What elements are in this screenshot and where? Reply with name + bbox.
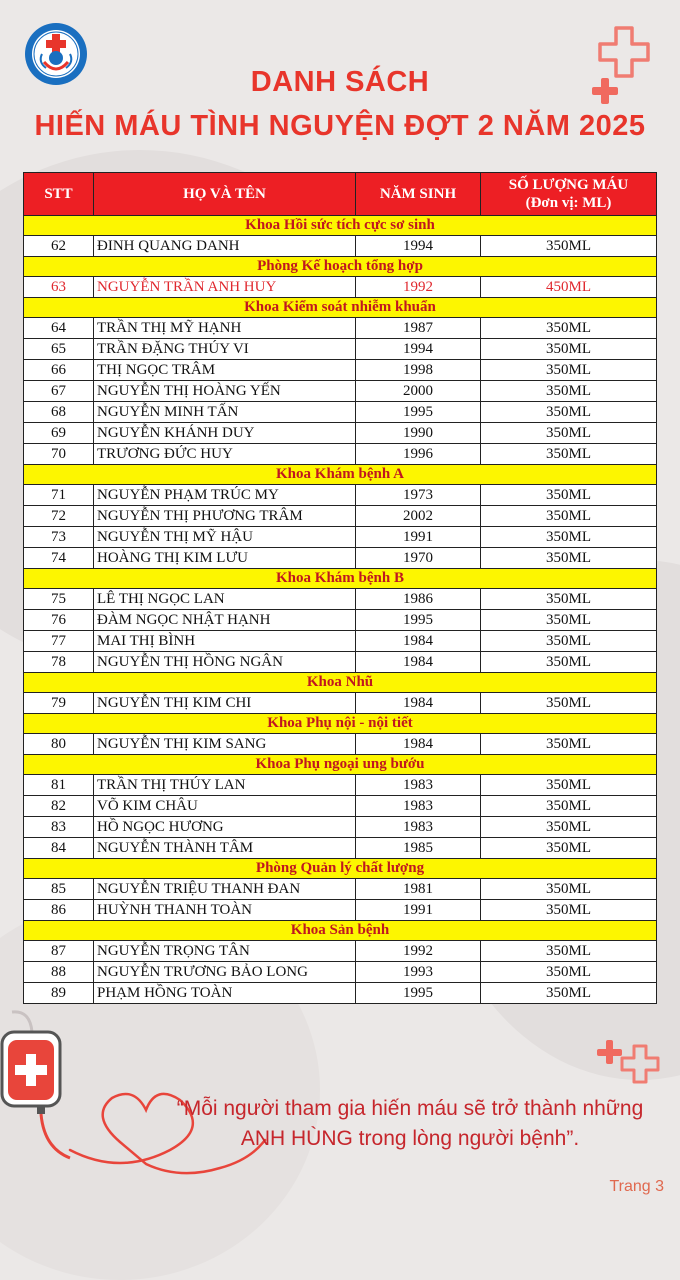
cell-name: THỊ NGỌC TRÂM [94, 360, 356, 381]
header-name: HỌ VÀ TÊN [94, 173, 356, 216]
cell-name: HUỲNH THANH TOÀN [94, 900, 356, 921]
department-row [24, 714, 657, 734]
cell-amount: 350ML [481, 236, 657, 257]
table-row [24, 817, 657, 838]
cell-stt: 65 [24, 339, 94, 360]
cell-year: 1995 [356, 983, 481, 1004]
table-row [24, 381, 657, 402]
title-line-2: HIẾN MÁU TÌNH NGUYỆN ĐỢT 2 NĂM 2025 [34, 110, 646, 142]
table-row [24, 360, 657, 381]
cell-amount: 350ML [481, 631, 657, 652]
cell-amount: 350ML [481, 983, 657, 1004]
cell-name: PHẠM HỒNG TOÀN [94, 983, 356, 1004]
cell-stt: 82 [24, 796, 94, 817]
cell-amount: 350ML [481, 589, 657, 610]
cell-stt: 66 [24, 360, 94, 381]
cell-year: 2000 [356, 381, 481, 402]
bottom-cross-icon [596, 1036, 672, 1092]
cell-year: 1983 [356, 775, 481, 796]
cell-amount: 350ML [481, 796, 657, 817]
department-name: Khoa Hồi sức tích cực sơ sinh [24, 216, 657, 236]
cell-stt: 81 [24, 775, 94, 796]
table-row [24, 775, 657, 796]
cell-amount: 350ML [481, 775, 657, 796]
cell-year: 1987 [356, 318, 481, 339]
department-name: Khoa Nhũ [24, 673, 657, 693]
cell-name: NGUYỄN TRƯƠNG BẢO LONG [94, 962, 356, 983]
cell-year: 1993 [356, 962, 481, 983]
table-row [24, 527, 657, 548]
cell-stt: 83 [24, 817, 94, 838]
table-row [24, 589, 657, 610]
cell-year: 1991 [356, 900, 481, 921]
table-row [24, 402, 657, 423]
cell-year: 1986 [356, 589, 481, 610]
table-row [24, 318, 657, 339]
cell-name: NGUYỄN KHÁNH DUY [94, 423, 356, 444]
cell-amount: 450ML [481, 277, 657, 298]
cell-stt: 67 [24, 381, 94, 402]
department-row [24, 569, 657, 589]
cell-amount: 350ML [481, 423, 657, 444]
cell-year: 2002 [356, 506, 481, 527]
cell-year: 1981 [356, 879, 481, 900]
cell-name: NGUYỄN TRẦN ANH HUY [94, 277, 356, 298]
department-name: Phòng Kế hoạch tổng hợp [24, 257, 657, 277]
cell-stt: 70 [24, 444, 94, 465]
cell-name: VÕ KIM CHÂU [94, 796, 356, 817]
department-name: Khoa Kiểm soát nhiễm khuẩn [24, 298, 657, 318]
cell-name: NGUYỄN PHẠM TRÚC MY [94, 485, 356, 506]
cell-amount: 350ML [481, 318, 657, 339]
cell-stt: 84 [24, 838, 94, 859]
cell-year: 1985 [356, 838, 481, 859]
cell-name: NGUYỄN THÀNH TÂM [94, 838, 356, 859]
table-row [24, 548, 657, 569]
cell-name: NGUYỄN THỊ KIM CHI [94, 693, 356, 714]
cell-stt: 88 [24, 962, 94, 983]
table-row [24, 485, 657, 506]
cell-name: TRƯƠNG ĐỨC HUY [94, 444, 356, 465]
quote-line-2: ANH HÙNG trong lòng người bệnh”. [240, 1127, 580, 1150]
cell-year: 1984 [356, 734, 481, 755]
cell-year: 1996 [356, 444, 481, 465]
cell-stt: 89 [24, 983, 94, 1004]
cell-year: 1992 [356, 941, 481, 962]
table-row [24, 423, 657, 444]
cell-stt: 63 [24, 277, 94, 298]
cell-stt: 71 [24, 485, 94, 506]
cell-year: 1984 [356, 693, 481, 714]
cell-amount: 350ML [481, 444, 657, 465]
cell-amount: 350ML [481, 879, 657, 900]
title-line-1: DANH SÁCH [250, 66, 430, 98]
cell-year: 1998 [356, 360, 481, 381]
cell-year: 1995 [356, 402, 481, 423]
quote-text [150, 1094, 670, 1154]
department-row [24, 298, 657, 318]
cell-amount: 350ML [481, 485, 657, 506]
cell-stt: 69 [24, 423, 94, 444]
table-row [24, 900, 657, 921]
department-name: Khoa Khám bệnh B [24, 569, 657, 589]
table-row [24, 962, 657, 983]
department-name: Khoa Sản bệnh [24, 921, 657, 941]
cell-amount: 350ML [481, 381, 657, 402]
cell-name: MAI THỊ BÌNH [94, 631, 356, 652]
cell-amount: 350ML [481, 652, 657, 673]
cell-stt: 62 [24, 236, 94, 257]
cell-amount: 350ML [481, 734, 657, 755]
table-row [24, 838, 657, 859]
cell-stt: 79 [24, 693, 94, 714]
cell-name: HOÀNG THỊ KIM LƯU [94, 548, 356, 569]
cell-name: NGUYỄN TRỌNG TÂN [94, 941, 356, 962]
cell-amount: 350ML [481, 693, 657, 714]
department-name: Khoa Phụ nội - nội tiết [24, 714, 657, 734]
cell-amount: 350ML [481, 527, 657, 548]
quote-line-1: “Mỗi người tham gia hiến máu sẽ trở thành những [176, 1097, 644, 1120]
cell-year: 1973 [356, 485, 481, 506]
department-name: Phòng Quản lý chất lượng [24, 859, 657, 879]
cell-year: 1984 [356, 652, 481, 673]
table-row [24, 339, 657, 360]
table-body [24, 216, 657, 1004]
cell-stt: 87 [24, 941, 94, 962]
department-name: Khoa Phụ ngoại ung bướu [24, 755, 657, 775]
table-row [24, 610, 657, 631]
cell-name: ĐINH QUANG DANH [94, 236, 356, 257]
header-year: NĂM SINH [356, 173, 481, 216]
cell-amount: 350ML [481, 900, 657, 921]
cell-stt: 86 [24, 900, 94, 921]
table-row [24, 734, 657, 755]
cell-name: NGUYỄN THỊ PHƯƠNG TRÂM [94, 506, 356, 527]
cell-amount: 350ML [481, 941, 657, 962]
table-row [24, 796, 657, 817]
cell-name: NGUYỄN THỊ HOÀNG YẾN [94, 381, 356, 402]
donor-table [23, 172, 657, 1004]
table-row [24, 879, 657, 900]
department-row [24, 859, 657, 879]
department-name: Khoa Khám bệnh A [24, 465, 657, 485]
cell-year: 1990 [356, 423, 481, 444]
cell-amount: 350ML [481, 402, 657, 423]
table-row [24, 631, 657, 652]
cell-amount: 350ML [481, 610, 657, 631]
cell-year: 1983 [356, 796, 481, 817]
cell-name: HỒ NGỌC HƯƠNG [94, 817, 356, 838]
cell-amount: 350ML [481, 339, 657, 360]
header-amount-label: SỐ LƯỢNG MÁU [508, 177, 629, 193]
cell-name: TRẦN THỊ MỸ HẠNH [94, 318, 356, 339]
cell-stt: 72 [24, 506, 94, 527]
department-row [24, 673, 657, 693]
cell-name: TRẦN THỊ THÚY LAN [94, 775, 356, 796]
cell-year: 1970 [356, 548, 481, 569]
cell-name: ĐÀM NGỌC NHẬT HẠNH [94, 610, 356, 631]
table-row [24, 693, 657, 714]
cell-name: NGUYỄN MINH TẤN [94, 402, 356, 423]
table-row [24, 236, 657, 257]
department-row [24, 257, 657, 277]
cell-amount: 350ML [481, 548, 657, 569]
cell-stt: 76 [24, 610, 94, 631]
cell-name: NGUYỄN THỊ MỸ HẬU [94, 527, 356, 548]
cell-year: 1994 [356, 339, 481, 360]
cell-name: TRẦN ĐẶNG THÚY VI [94, 339, 356, 360]
department-row [24, 921, 657, 941]
page-number: Trang 3 [609, 1178, 664, 1195]
cell-stt: 80 [24, 734, 94, 755]
table-row [24, 983, 657, 1004]
cell-stt: 75 [24, 589, 94, 610]
cell-name: NGUYỄN THỊ HỒNG NGÂN [94, 652, 356, 673]
header-amount-unit: (Đơn vị: ML) [525, 195, 612, 211]
cell-stt: 78 [24, 652, 94, 673]
cell-year: 1995 [356, 610, 481, 631]
table-header-row [24, 173, 657, 216]
table-row [24, 277, 657, 298]
header-amount [481, 173, 657, 216]
cell-name: LÊ THỊ NGỌC LAN [94, 589, 356, 610]
cell-year: 1992 [356, 277, 481, 298]
department-row [24, 465, 657, 485]
cell-year: 1984 [356, 631, 481, 652]
cell-amount: 350ML [481, 838, 657, 859]
table-row [24, 444, 657, 465]
table-row [24, 941, 657, 962]
cell-amount: 350ML [481, 962, 657, 983]
cell-year: 1991 [356, 527, 481, 548]
cell-amount: 350ML [481, 817, 657, 838]
cell-stt: 73 [24, 527, 94, 548]
cell-year: 1994 [356, 236, 481, 257]
table-row [24, 506, 657, 527]
department-row [24, 216, 657, 236]
cell-stt: 85 [24, 879, 94, 900]
header-stt: STT [24, 173, 94, 216]
cell-stt: 68 [24, 402, 94, 423]
cell-amount: 350ML [481, 360, 657, 381]
cell-stt: 64 [24, 318, 94, 339]
cell-year: 1983 [356, 817, 481, 838]
cell-amount: 350ML [481, 506, 657, 527]
table-row [24, 652, 657, 673]
cell-stt: 74 [24, 548, 94, 569]
department-row [24, 755, 657, 775]
cell-stt: 77 [24, 631, 94, 652]
cell-name: NGUYỄN THỊ KIM SANG [94, 734, 356, 755]
cell-name: NGUYỄN TRIỆU THANH ĐAN [94, 879, 356, 900]
